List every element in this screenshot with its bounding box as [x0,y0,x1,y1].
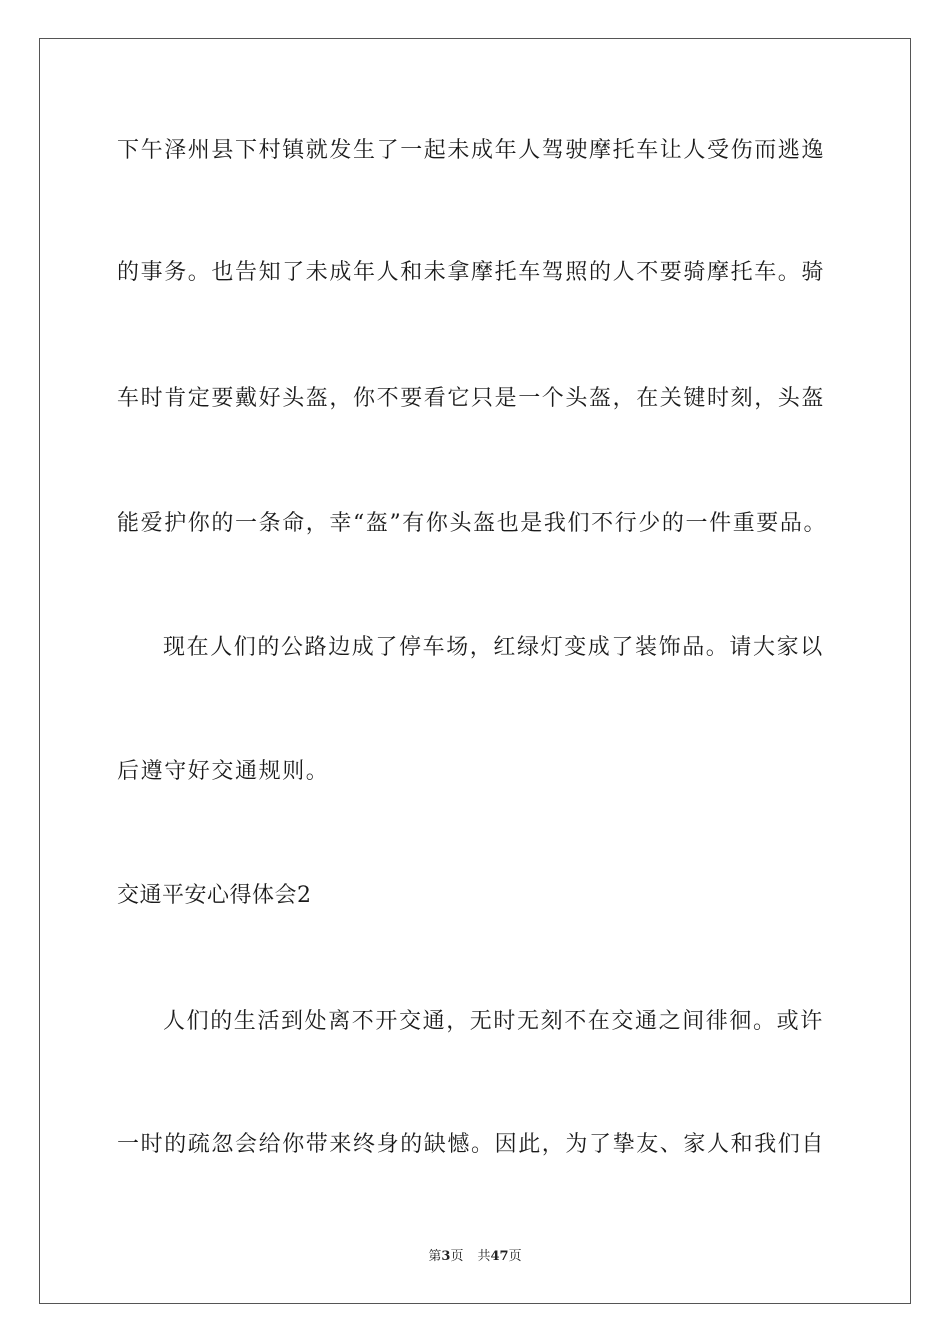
page-footer [0,1248,950,1266]
total-prefix: 共 [477,1249,491,1264]
body-text-line: 下午泽州县下村镇就发生了一起未成年人驾驶摩托车让人受伤而逃逸 [117,138,826,163]
total-page-count: 47 [490,1249,509,1264]
page-suffix: 页 [450,1249,464,1264]
body-text-line: 能爱护你的一条命，幸“盔”有你头盔也是我们不行少的一件重要品。 [117,511,828,536]
section-heading: 交通平安心得体会2 [117,883,312,908]
body-text-line: 现在人们的公路边成了停车场，红绿灯变成了装饰品。请大家以 [163,635,824,660]
body-text-line: 的事务。也告知了未成年人和未拿摩托车驾照的人不要骑摩托车。骑 [117,260,826,285]
body-text-line: 人们的生活到处离不开交通，无时无刻不在交通之间徘徊。或许 [163,1009,824,1034]
total-suffix: 页 [508,1249,522,1264]
body-text-line: 一时的疏忽会给你带来终身的缺憾。因此，为了挚友、家人和我们自 [117,1132,826,1157]
page-prefix: 第 [428,1249,442,1264]
body-text-line: 后遵守好交通规则。 [117,759,330,784]
body-text-line: 车时肯定要戴好头盔，你不要看它只是一个头盔，在关键时刻，头盔 [117,386,826,411]
current-page-number: 3 [441,1249,451,1264]
page-border [39,38,911,1304]
